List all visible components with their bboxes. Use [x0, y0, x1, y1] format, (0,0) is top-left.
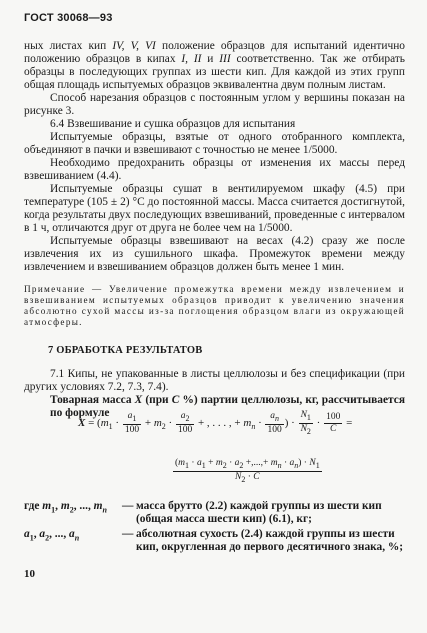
note-block: Примечание — Увеличение промежутка времени между извлечением и взвешиванием испытуемых образцов приводит к увеличению значения абсолютно сухой массы из-за поглощения образцом влаги из окружающей атмосферы. — [24, 284, 405, 327]
paragraph-1: ных листах кип IV, V, VI положение образцов для испытаний идентично положению образцов в кипах I, II и III соответственно. Так же отбирать образцы в последующих группах из шести кип. Для каждой из этих групп общая площадь испытуемых образцов эквивалентна двум полным листам. — [24, 40, 406, 91]
legend-symbol-m: где $m_1$, $m_2$, ..., $m_n$ — [24, 500, 107, 515]
legend-desc-m: масса брутто (2.2) каждой группы из шести кип (общая масса шести кип) (6.1), кг; — [136, 500, 382, 525]
body-text-top — [24, 40, 405, 274]
paragraph-3: Испытуемые образцы, взятые от одного отобранного комплекта, объединяют в пачки и взвешивают с точностью не менее 1/5000. — [24, 131, 405, 156]
paragraph-5: Испытуемые образцы сушат в вентилируемом шкафу (4.5) при температуре (105 ± 2) °С до постоянной массы. Масса считается достигнутой, когда результаты двух последующих взвешиваний, проведенные с интервалом в 1 ч, отличаются друг от друга не более чем на 1/5000. — [24, 183, 406, 234]
formula-legend — [24, 500, 405, 554]
formula-line-1: $X = (m_1$ · $\frac{a_1}{100}$ + $m_2$ · $\frac{a_2}{100}$ + , . . . , + $m_n$ · $\frac{a_n}{100}$ ) · $\frac{N_1}{N_2}$ · $\frac{100}{C}$ = — [78, 410, 353, 436]
section-heading-7: 7 ОБРАБОТКА РЕЗУЛЬТАТОВ — [48, 345, 203, 356]
paragraph-4: Необходимо предохранить образцы от изменения их массы перед взвешиванием (4.4). — [24, 157, 405, 182]
paragraph-6: Испытуемые образцы взвешивают на весах (4.2) сразу же после извлечения их из сушильного шкафа. Промежуток времени между извлечением и взвешиванием образцов должен быть менее 1 мин. — [24, 235, 405, 273]
legend-row-m: где $m_1$, $m_2$, ..., $m_n$ — масса брутто (2.2) каждой группы из шести кип (общая масса шести кип) (6.1), кг; — [24, 500, 405, 526]
formula-line-2: $\frac{(m_1 \cdot a_1 + m_2 \cdot a_2 +,...,+ m_n \cdot a_n) \cdot N_1}{N_2 \cdot C}$ — [175, 458, 320, 484]
legend-row-a: $a_1$, $a_2$, ..., $a_n$ — абсолютная сухость (2.4) каждой группы из шести кип, округленная до первого десятичного знака, %; — [24, 528, 404, 553]
paragraph-2: Способ нарезания образцов с постоянным углом у вершины показан на рисунке 3. — [24, 92, 405, 117]
legend-desc-a: абсолютная сухость (2.4) каждой группы из шести кип, округленная до первого десятичного знака, %; — [136, 528, 404, 553]
document-header: ГОСТ 30068—93 — [24, 12, 113, 24]
paragraph-mass: Товарная масса X (при С %) партии целлюлозы, кг, рассчитывается по формуле — [50, 394, 405, 419]
legend-symbol-a: $a_1$, $a_2$, ..., $a_n$ — [24, 528, 80, 543]
paragraph-7-1: 7.1 Кипы, не упакованные в листы целлюлозы и без спецификации (при других условиях 7.2, 7.3, 7.4). — [24, 368, 405, 393]
page-number: 10 — [24, 568, 35, 580]
subsection-6-4: 6.4 Взвешивание и сушка образцов для испытания — [50, 118, 296, 130]
